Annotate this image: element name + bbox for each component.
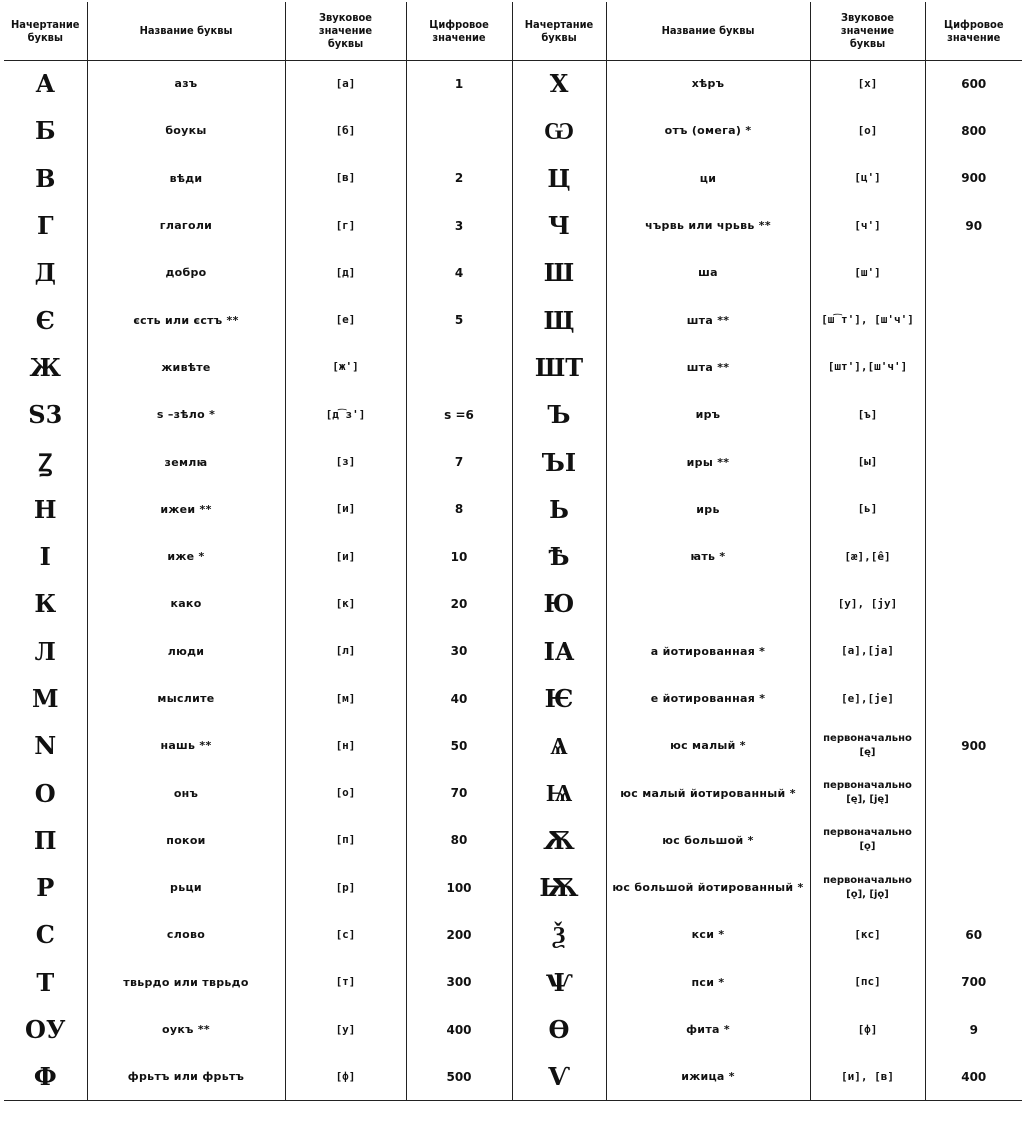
header-digit-right: Цифровое значение	[925, 2, 1022, 60]
left-glyph-cell: Ф	[4, 1053, 87, 1100]
right-sound-cell: первоначально [ę]	[810, 722, 925, 769]
left-digital-value-cell: 4	[406, 249, 512, 296]
alphabet-table	[4, 2, 1022, 1101]
right-name-cell: юс большой *	[606, 817, 810, 864]
right-sound-cell: [е],[jе]	[810, 675, 925, 722]
table-row	[4, 155, 1022, 202]
right-sound-cell: [у], [jу]	[810, 580, 925, 627]
left-glyph-cell: ОУ	[25, 1015, 66, 1045]
left-name-cell: глаголи	[87, 202, 285, 249]
table-row	[4, 769, 1022, 816]
table-row	[4, 1053, 1022, 1100]
right-name-cell: ижица *	[606, 1053, 810, 1100]
table-row	[4, 296, 1022, 343]
right-digital-value-cell	[925, 533, 1022, 580]
table-row	[4, 959, 1022, 1006]
left-name-cell: онъ	[87, 769, 285, 816]
table-row	[4, 628, 1022, 675]
left-digital-value-cell: 80	[406, 817, 512, 864]
header-glyph-right: Начертание буквы	[512, 2, 606, 60]
left-name-cell: ижеи **	[87, 486, 285, 533]
left-sound-cell: [д]	[285, 249, 406, 296]
right-glyph-cell: Ш	[512, 249, 606, 296]
right-glyph-cell: Ѳ	[512, 1006, 606, 1053]
table-row	[4, 107, 1022, 154]
right-digital-value-cell: 700	[925, 959, 1022, 1006]
right-digital-value-cell	[925, 296, 1022, 343]
left-digital-value-cell: 5	[406, 296, 512, 343]
right-glyph-cell: Ѡ	[512, 107, 606, 154]
right-name-cell: юс большой йотированный *	[606, 864, 810, 911]
right-digital-value-cell	[925, 344, 1022, 391]
table-row	[4, 202, 1022, 249]
header-row	[4, 2, 1022, 60]
left-sound-cell: [г]	[285, 202, 406, 249]
left-digital-value-cell: 200	[406, 911, 512, 958]
left-digital-value-cell: 10	[406, 533, 512, 580]
left-sound-cell: [с]	[285, 911, 406, 958]
right-sound-cell: [ш͡т'], [ш'ч']	[810, 296, 925, 343]
right-name-cell: отъ (омега) *	[606, 107, 810, 154]
header-name-right: Название буквы	[606, 2, 810, 60]
right-sound-cell: [ь]	[810, 486, 925, 533]
table-row	[4, 391, 1022, 438]
left-name-cell: рьци	[87, 864, 285, 911]
right-glyph-cell: Ѫ	[512, 817, 606, 864]
right-digital-value-cell: 60	[925, 911, 1022, 958]
table-row	[4, 580, 1022, 627]
left-glyph-cell: Ꙁ	[38, 447, 53, 477]
left-glyph-cell: Р	[36, 873, 55, 903]
right-sound-cell: первоначально [ǫ], [jǫ]	[810, 864, 925, 911]
left-glyph-cell: С	[35, 920, 55, 950]
right-glyph-cell: ШТ	[512, 344, 606, 391]
table-row	[4, 249, 1022, 296]
right-glyph-cell: Ѵ	[512, 1053, 606, 1100]
right-name-cell: юс малый йотированный *	[606, 769, 810, 816]
right-glyph-cell: Ч	[512, 202, 606, 249]
right-digital-value-cell: 900	[925, 155, 1022, 202]
left-digital-value-cell: 8	[406, 486, 512, 533]
left-sound-cell: [з]	[285, 438, 406, 485]
left-sound-cell: [б]	[285, 107, 406, 154]
table-row	[4, 722, 1022, 769]
left-glyph-cell: Н	[33, 494, 57, 524]
right-digital-value-cell: 9	[925, 1006, 1022, 1053]
right-glyph-cell: ІА	[512, 628, 606, 675]
right-name-cell: иръ	[606, 391, 810, 438]
right-digital-value-cell	[925, 675, 1022, 722]
table-row	[4, 864, 1022, 911]
left-name-cell: твьрдо или тврьдо	[87, 959, 285, 1006]
right-sound-cell: [и], [в]	[810, 1053, 925, 1100]
right-name-cell: ци	[606, 155, 810, 202]
left-glyph-cell: N	[34, 731, 57, 761]
left-digital-value-cell: s =6	[406, 391, 512, 438]
left-name-cell: s –зѣло *	[87, 391, 285, 438]
right-name-cell: шта **	[606, 344, 810, 391]
left-glyph-cell: Б	[34, 116, 56, 146]
left-name-cell: азъ	[87, 60, 285, 107]
left-digital-value-cell: 2	[406, 155, 512, 202]
table-row	[4, 60, 1022, 107]
right-glyph-cell: Ю	[512, 580, 606, 627]
right-sound-cell: [ф]	[810, 1006, 925, 1053]
left-sound-cell: [о]	[285, 769, 406, 816]
left-glyph-cell: А	[35, 69, 56, 99]
left-sound-cell: [и]	[285, 486, 406, 533]
left-digital-value-cell: 400	[406, 1006, 512, 1053]
table-row	[4, 533, 1022, 580]
right-sound-cell: [х]	[810, 60, 925, 107]
right-digital-value-cell	[925, 817, 1022, 864]
left-sound-cell: [и]	[285, 533, 406, 580]
left-sound-cell: [д͡з']	[285, 391, 406, 438]
right-sound-cell: [ы]	[810, 438, 925, 485]
left-digital-value-cell: 50	[406, 722, 512, 769]
left-digital-value-cell: 30	[406, 628, 512, 675]
left-glyph-cell: К	[34, 589, 57, 619]
left-name-cell: како	[87, 580, 285, 627]
right-name-cell: юс малый *	[606, 722, 810, 769]
right-digital-value-cell: 400	[925, 1053, 1022, 1100]
left-glyph-cell: S3	[28, 400, 63, 430]
right-sound-cell: [а],[jа]	[810, 628, 925, 675]
header-name: Название буквы	[87, 2, 285, 60]
right-digital-value-cell	[925, 580, 1022, 627]
left-name-cell: слово	[87, 911, 285, 958]
header-sound-right: Звуковое значение буквы	[810, 2, 925, 60]
header-digit: Цифровое значение	[406, 2, 512, 60]
right-name-cell: ирь	[606, 486, 810, 533]
left-name-cell: добро	[87, 249, 285, 296]
left-sound-cell: [в]	[285, 155, 406, 202]
right-name-cell: кси *	[606, 911, 810, 958]
left-sound-cell: [ж']	[285, 344, 406, 391]
right-name-cell: ша	[606, 249, 810, 296]
left-sound-cell: [м]	[285, 675, 406, 722]
left-digital-value-cell: 1	[406, 60, 512, 107]
left-glyph-cell: О	[34, 778, 56, 808]
right-sound-cell: [о]	[810, 107, 925, 154]
left-digital-value-cell	[406, 344, 512, 391]
right-glyph-cell: Ѩ	[512, 769, 606, 816]
left-sound-cell: [т]	[285, 959, 406, 1006]
right-glyph-cell: Ъ	[512, 391, 606, 438]
left-glyph-cell: П	[33, 825, 57, 855]
left-glyph-cell: Д	[34, 258, 56, 288]
left-name-cell: землꙗ	[87, 438, 285, 485]
left-sound-cell: [л]	[285, 628, 406, 675]
right-glyph-cell: Ѧ	[512, 722, 606, 769]
left-glyph-cell: Г	[36, 211, 54, 241]
right-glyph-cell: Ц	[512, 155, 606, 202]
right-sound-cell: [пс]	[810, 959, 925, 1006]
right-digital-value-cell	[925, 249, 1022, 296]
right-sound-cell: [ц']	[810, 155, 925, 202]
table-row	[4, 817, 1022, 864]
right-glyph-cell: Ѣ	[512, 533, 606, 580]
right-name-cell	[606, 580, 810, 627]
right-name-cell: чървь или чрьвь **	[606, 202, 810, 249]
right-glyph-cell: Х	[512, 60, 606, 107]
left-name-cell: боукы	[87, 107, 285, 154]
header-sound: Звуковое значение буквы	[285, 2, 406, 60]
right-name-cell: ꙗть *	[606, 533, 810, 580]
left-glyph-cell: Т	[36, 967, 55, 997]
left-sound-cell: [н]	[285, 722, 406, 769]
right-glyph-cell: Щ	[512, 296, 606, 343]
left-digital-value-cell: 300	[406, 959, 512, 1006]
left-sound-cell: [п]	[285, 817, 406, 864]
table-body	[4, 60, 1022, 1101]
right-name-cell: пси *	[606, 959, 810, 1006]
right-sound-cell: первоначально [ǫ]	[810, 817, 925, 864]
left-name-cell: иже *	[87, 533, 285, 580]
left-name-cell: люди	[87, 628, 285, 675]
right-sound-cell: [шт'],[ш'ч']	[810, 344, 925, 391]
left-name-cell: фрьтъ или фрьтъ	[87, 1053, 285, 1100]
left-digital-value-cell: 40	[406, 675, 512, 722]
left-name-cell: єсть или єстъ **	[87, 296, 285, 343]
header-glyph: Начертание буквы	[4, 2, 87, 60]
right-digital-value-cell: 800	[925, 107, 1022, 154]
table-row	[4, 486, 1022, 533]
table-row	[4, 911, 1022, 958]
left-digital-value-cell: 500	[406, 1053, 512, 1100]
right-digital-value-cell	[925, 769, 1022, 816]
left-name-cell: живѣте	[87, 344, 285, 391]
left-glyph-cell: Ж	[29, 352, 61, 382]
right-name-cell: е йотированная *	[606, 675, 810, 722]
right-glyph-cell: Ѭ	[512, 864, 606, 911]
left-name-cell: оукъ **	[87, 1006, 285, 1053]
right-sound-cell: [кс]	[810, 911, 925, 958]
left-digital-value-cell: 20	[406, 580, 512, 627]
left-name-cell: покои	[87, 817, 285, 864]
left-glyph-cell: Л	[34, 636, 56, 666]
table-row	[4, 344, 1022, 391]
left-sound-cell: [ф]	[285, 1053, 406, 1100]
left-digital-value-cell: 7	[406, 438, 512, 485]
left-digital-value-cell: 70	[406, 769, 512, 816]
right-digital-value-cell	[925, 438, 1022, 485]
right-glyph-cell: Ѥ	[512, 675, 606, 722]
right-name-cell: иры **	[606, 438, 810, 485]
right-sound-cell: [ъ]	[810, 391, 925, 438]
left-name-cell: вѣди	[87, 155, 285, 202]
right-name-cell: а йотированная *	[606, 628, 810, 675]
table-row	[4, 1006, 1022, 1053]
left-sound-cell: [а]	[285, 60, 406, 107]
left-name-cell: мыслите	[87, 675, 285, 722]
left-glyph-cell: В	[35, 163, 56, 193]
left-sound-cell: [у]	[285, 1006, 406, 1053]
left-digital-value-cell: 100	[406, 864, 512, 911]
left-sound-cell: [е]	[285, 296, 406, 343]
right-digital-value-cell	[925, 486, 1022, 533]
right-sound-cell: [ч']	[810, 202, 925, 249]
right-glyph-cell: Ь	[512, 486, 606, 533]
left-sound-cell: [р]	[285, 864, 406, 911]
left-glyph-cell: М	[31, 684, 59, 713]
left-glyph-cell: Є	[35, 305, 55, 335]
right-sound-cell: [ш']	[810, 249, 925, 296]
right-digital-value-cell	[925, 628, 1022, 675]
left-digital-value-cell: 3	[406, 202, 512, 249]
left-digital-value-cell	[406, 107, 512, 154]
right-name-cell: хѣръ	[606, 60, 810, 107]
left-sound-cell: [к]	[285, 580, 406, 627]
right-glyph-cell: ЪI	[512, 438, 606, 485]
right-name-cell: шта **	[606, 296, 810, 343]
right-digital-value-cell: 90	[925, 202, 1022, 249]
right-name-cell: фита *	[606, 1006, 810, 1053]
right-digital-value-cell: 600	[925, 60, 1022, 107]
left-name-cell: нашь **	[87, 722, 285, 769]
left-glyph-cell: І	[39, 542, 51, 572]
right-glyph-cell: Ѯ	[512, 911, 606, 958]
right-sound-cell: [æ],[ê]	[810, 533, 925, 580]
right-glyph-cell: Ѱ	[512, 959, 606, 1006]
right-digital-value-cell	[925, 391, 1022, 438]
table-row	[4, 438, 1022, 485]
right-sound-cell: первоначально [ę], [ję]	[810, 769, 925, 816]
right-digital-value-cell: 900	[925, 722, 1022, 769]
right-digital-value-cell	[925, 864, 1022, 911]
table-row	[4, 675, 1022, 722]
